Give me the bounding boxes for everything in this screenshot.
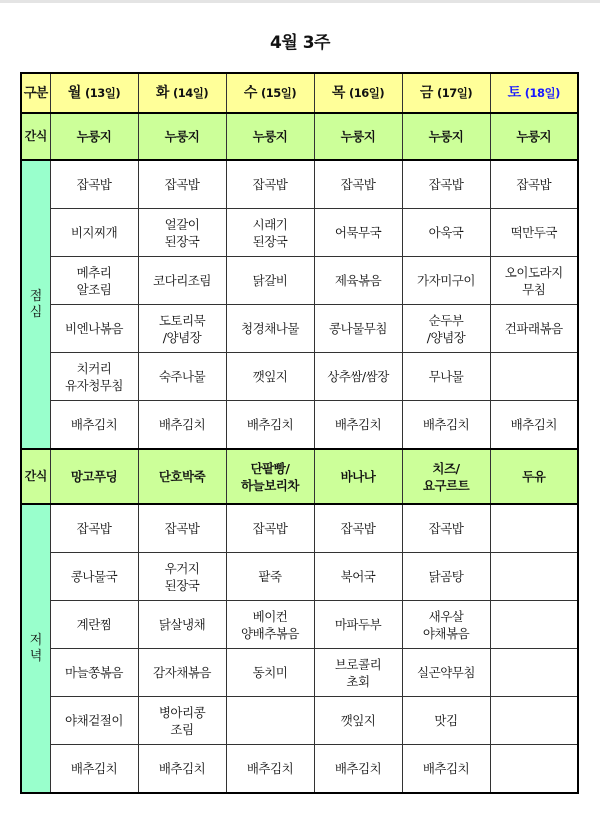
menu-cell: 어묵무국 <box>314 209 402 257</box>
menu-cell: 누룽지 <box>226 113 314 160</box>
menu-cell: 건파래볶음 <box>490 305 578 353</box>
snack-label: 간식 <box>21 113 50 160</box>
category-label: 구분 <box>21 73 50 113</box>
lunch-row <box>21 209 578 257</box>
lunch-row <box>21 401 578 450</box>
menu-cell: 잡곡밥 <box>226 160 314 209</box>
menu-cell: 누룽지 <box>490 113 578 160</box>
menu-cell <box>490 649 578 697</box>
menu-cell: 배추김치 <box>138 745 226 794</box>
menu-cell: 얼갈이 된장국 <box>138 209 226 257</box>
menu-cell: 누룽지 <box>402 113 490 160</box>
menu-cell: 잡곡밥 <box>402 160 490 209</box>
menu-cell: 닭살냉채 <box>138 601 226 649</box>
menu-cell: 배추김치 <box>226 745 314 794</box>
top-bar <box>0 0 600 3</box>
menu-cell: 바나나 <box>314 449 402 504</box>
menu-cell: 잡곡밥 <box>226 504 314 553</box>
menu-cell: 시래기 된장국 <box>226 209 314 257</box>
menu-cell: 배추김치 <box>314 401 402 450</box>
menu-cell: 비엔나볶음 <box>50 305 138 353</box>
menu-cell: 닭곰탕 <box>402 553 490 601</box>
menu-cell: 맛김 <box>402 697 490 745</box>
menu-cell: 닭갈비 <box>226 257 314 305</box>
menu-cell: 상추쌈/쌈장 <box>314 353 402 401</box>
lunch-label: 점 심 <box>21 160 50 449</box>
menu-cell: 잡곡밥 <box>314 504 402 553</box>
snack-afternoon-row <box>21 449 578 504</box>
menu-cell: 청경채나물 <box>226 305 314 353</box>
dinner-row <box>21 601 578 649</box>
menu-cell: 비지찌개 <box>50 209 138 257</box>
menu-cell: 누룽지 <box>138 113 226 160</box>
menu-cell: 마늘쫑볶음 <box>50 649 138 697</box>
menu-cell: 베이컨 양배추볶음 <box>226 601 314 649</box>
day-header <box>402 73 490 113</box>
day-date: (18일) <box>524 85 560 100</box>
day-name: 목 <box>331 84 345 101</box>
menu-cell: 무나물 <box>402 353 490 401</box>
day-name: 화 <box>155 84 169 101</box>
day-date: (13일) <box>84 85 121 100</box>
dinner-label: 저 녁 <box>21 504 50 793</box>
day-name: 월 <box>67 84 81 101</box>
menu-cell: 누룽지 <box>314 113 402 160</box>
menu-cell <box>490 601 578 649</box>
day-header <box>138 73 226 113</box>
dinner-row <box>21 504 578 553</box>
menu-cell: 마파두부 <box>314 601 402 649</box>
lunch-row <box>21 353 578 401</box>
menu-cell: 순두부 /양념장 <box>402 305 490 353</box>
menu-cell: 단호박죽 <box>138 449 226 504</box>
menu-cell: 누룽지 <box>50 113 138 160</box>
menu-cell: 오이도라지 무침 <box>490 257 578 305</box>
menu-cell: 배추김치 <box>490 401 578 450</box>
day-header <box>50 73 138 113</box>
menu-cell: 우거지 된장국 <box>138 553 226 601</box>
day-date: (16일) <box>348 85 385 100</box>
menu-cell: 팥죽 <box>226 553 314 601</box>
dinner-row <box>21 553 578 601</box>
day-date: (17일) <box>436 85 473 100</box>
dinner-row <box>21 745 578 794</box>
menu-cell: 야채겉절이 <box>50 697 138 745</box>
menu-cell: 두유 <box>490 449 578 504</box>
day-date: (15일) <box>260 85 297 100</box>
snack-label: 간식 <box>21 449 50 504</box>
menu-cell: 배추김치 <box>50 401 138 450</box>
menu-cell: 도토리묵 /양념장 <box>138 305 226 353</box>
day-header <box>314 73 402 113</box>
menu-cell: 배추김치 <box>314 745 402 794</box>
menu-cell: 치커리 유자청무침 <box>50 353 138 401</box>
menu-cell <box>490 553 578 601</box>
menu-cell: 배추김치 <box>402 745 490 794</box>
dinner-row <box>21 697 578 745</box>
menu-cell: 코다리조림 <box>138 257 226 305</box>
menu-cell: 잡곡밥 <box>402 504 490 553</box>
snack-morning-row <box>21 113 578 160</box>
day-name: 토 <box>507 84 521 101</box>
menu-cell: 배추김치 <box>402 401 490 450</box>
menu-cell: 깻잎지 <box>226 353 314 401</box>
menu-cell: 북어국 <box>314 553 402 601</box>
menu-cell: 새우살 야채볶음 <box>402 601 490 649</box>
menu-cell: 콩나물무침 <box>314 305 402 353</box>
menu-cell: 잡곡밥 <box>314 160 402 209</box>
page-title: 4월 3주 <box>270 33 330 53</box>
menu-cell: 동치미 <box>226 649 314 697</box>
menu-cell: 메추리 알조림 <box>50 257 138 305</box>
menu-cell: 브로콜리 초회 <box>314 649 402 697</box>
menu-cell: 배추김치 <box>50 745 138 794</box>
lunch-row <box>21 257 578 305</box>
menu-cell <box>490 697 578 745</box>
lunch-row <box>21 160 578 209</box>
menu-cell <box>226 697 314 745</box>
menu-cell: 배추김치 <box>138 401 226 450</box>
menu-cell: 콩나물국 <box>50 553 138 601</box>
menu-cell: 계란찜 <box>50 601 138 649</box>
menu-cell: 제육볶음 <box>314 257 402 305</box>
menu-cell: 감자채볶음 <box>138 649 226 697</box>
menu-cell: 아욱국 <box>402 209 490 257</box>
menu-cell: 잡곡밥 <box>138 504 226 553</box>
menu-cell: 숙주나물 <box>138 353 226 401</box>
menu-cell: 배추김치 <box>226 401 314 450</box>
menu-cell <box>490 353 578 401</box>
day-header <box>226 73 314 113</box>
menu-cell: 가자미구이 <box>402 257 490 305</box>
weekly-menu-table <box>20 72 579 794</box>
menu-cell: 잡곡밥 <box>50 160 138 209</box>
menu-cell <box>490 745 578 794</box>
header-row <box>21 73 578 113</box>
day-name: 수 <box>243 84 257 101</box>
menu-cell <box>490 504 578 553</box>
day-name: 금 <box>419 84 433 101</box>
dinner-row <box>21 649 578 697</box>
menu-cell: 깻잎지 <box>314 697 402 745</box>
day-date: (14일) <box>172 85 209 100</box>
menu-cell: 잡곡밥 <box>490 160 578 209</box>
menu-cell: 떡만두국 <box>490 209 578 257</box>
menu-cell: 단팥빵/ 하늘보리차 <box>226 449 314 504</box>
menu-cell: 실곤약무침 <box>402 649 490 697</box>
menu-cell: 치즈/ 요구르트 <box>402 449 490 504</box>
menu-cell: 망고푸딩 <box>50 449 138 504</box>
menu-cell: 병아리콩 조림 <box>138 697 226 745</box>
lunch-row <box>21 305 578 353</box>
day-header <box>490 73 578 113</box>
menu-cell: 잡곡밥 <box>50 504 138 553</box>
menu-cell: 잡곡밥 <box>138 160 226 209</box>
